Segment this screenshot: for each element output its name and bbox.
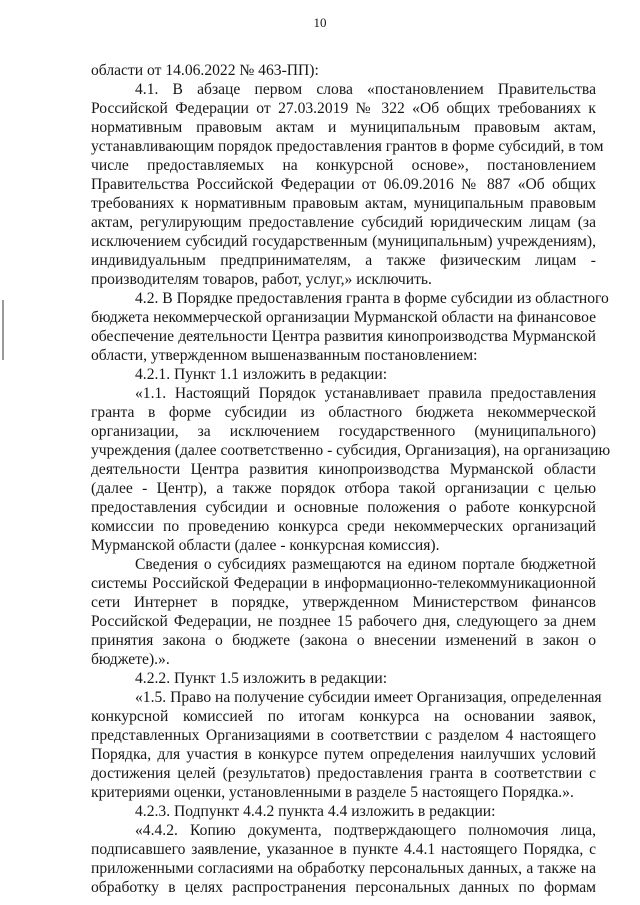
text-line: актам, регулирующим предоставление субсидий юридическим лицам (за: [91, 214, 596, 231]
text-line: Сведения о субсидиях размещаются на едином портале бюджетной: [135, 556, 596, 573]
text-line: производителям товаров, работ, услуг,» исключить.: [91, 271, 432, 288]
text-line: деятельности Центра развития кинопроизводства Мурманской области: [91, 461, 596, 478]
text-line: 4.2.2. Пункт 1.5 изложить в редакции:: [135, 670, 388, 687]
text-line: (далее - Центр), а также порядок отбора такой организации с целью: [91, 480, 596, 497]
text-line: обработку в целях распространения персональных данных по формам: [91, 879, 596, 896]
text-line: требованиях к нормативным правовым актам, муниципальным правовым: [91, 195, 596, 212]
text-line: предоставления субсидии и основные положения о работе конкурсной: [91, 499, 596, 516]
text-line: Мурманской области (далее - конкурсная комиссия).: [91, 537, 440, 554]
text-line: исключением субсидий государственным (муниципальным) учреждениям),: [91, 233, 596, 250]
text-line: Российской Федерации, не позднее 15 рабочего дня, следующего за днем: [91, 613, 596, 630]
text-line: обеспечение деятельности Центра развития кинопроизводства Мурманской: [91, 328, 596, 345]
text-line: сети Интернет в порядке, утвержденном Министерством финансов: [91, 594, 596, 611]
text-line: организации, за исключением государственного (муниципального): [91, 423, 596, 440]
text-line: нормативным правовым актам и муниципальным правовым актам,: [91, 119, 596, 136]
text-line: комиссии по проведению конкурса среди некоммерческих организаций: [91, 518, 596, 535]
text-line: бюджета некоммерческой организации Мурманской области на финансовое: [91, 309, 596, 326]
text-line: «1.5. Право на получение субсидии имеет Организация, определенная: [135, 689, 602, 706]
text-line: Порядка, для участия в конкурсе путем определения наилучших условий: [91, 746, 596, 763]
text-line: области, утвержденном вышеназванным постановлением:: [91, 347, 478, 364]
text-line: числе предоставляемых на конкурсной основе», постановлением: [91, 157, 596, 174]
text-line: принятия закона о бюджете (закона о внесении изменений в закон о: [91, 632, 596, 649]
text-line: индивидуальным предпринимателям, а также физическим лицам -: [91, 252, 596, 269]
page-number: 10: [313, 15, 327, 30]
text-line: подписавшего заявление, указанное в пункте 4.4.1 настоящего Порядка, с: [91, 841, 596, 858]
text-line: устанавливающим порядок предоставления грантов в форме субсидий, в том: [91, 138, 604, 155]
text-line: Правительства Российской Федерации от 06.09.2016 № 887 «Об общих: [91, 176, 596, 193]
text-line: «4.4.2. Копию документа, подтверждающего полномочия лица,: [135, 822, 596, 839]
text-line: системы Российской Федерации в информационно-телекоммуникационной: [91, 575, 596, 592]
text-line: критериями оценки, установленными в разделе 5 настоящего Порядка.».: [91, 784, 574, 801]
text-line: гранта в форме субсидии из областного бюджета некоммерческой: [91, 404, 596, 421]
text-line: представленных Организациями в соответствии с разделом 4 настоящего: [91, 727, 596, 744]
text-line: 4.2.1. Пункт 1.1 изложить в редакции:: [135, 366, 388, 383]
text-line: конкурсной комиссией по итогам конкурса на основании заявок,: [91, 708, 596, 725]
scan-margin-mark: [2, 300, 4, 360]
text-line: бюджете).».: [91, 651, 170, 668]
text-line: достижения целей (результатов) предоставления гранта в соответствии с: [91, 765, 596, 782]
text-line: 4.2. В Порядке предоставления гранта в форме субсидии из областного: [135, 290, 609, 307]
text-line: области от 14.06.2022 № 463-ПП):: [91, 62, 319, 79]
text-line: Российской Федерации от 27.03.2019 № 322 «Об общих требованиях к: [91, 100, 596, 117]
text-line: 4.1. В абзаце первом слова «постановлением Правительства: [135, 81, 596, 98]
text-line: учреждения (далее соответственно - субсидия, Организация), на организацию: [91, 442, 611, 459]
text-line: приложенными согласиями на обработку персональных данных, а также на: [91, 860, 596, 877]
text-line: 4.2.3. Подпункт 4.4.2 пункта 4.4 изложить в редакции:: [135, 803, 496, 820]
text-line: «1.1. Настоящий Порядок устанавливает правила предоставления: [135, 385, 596, 402]
